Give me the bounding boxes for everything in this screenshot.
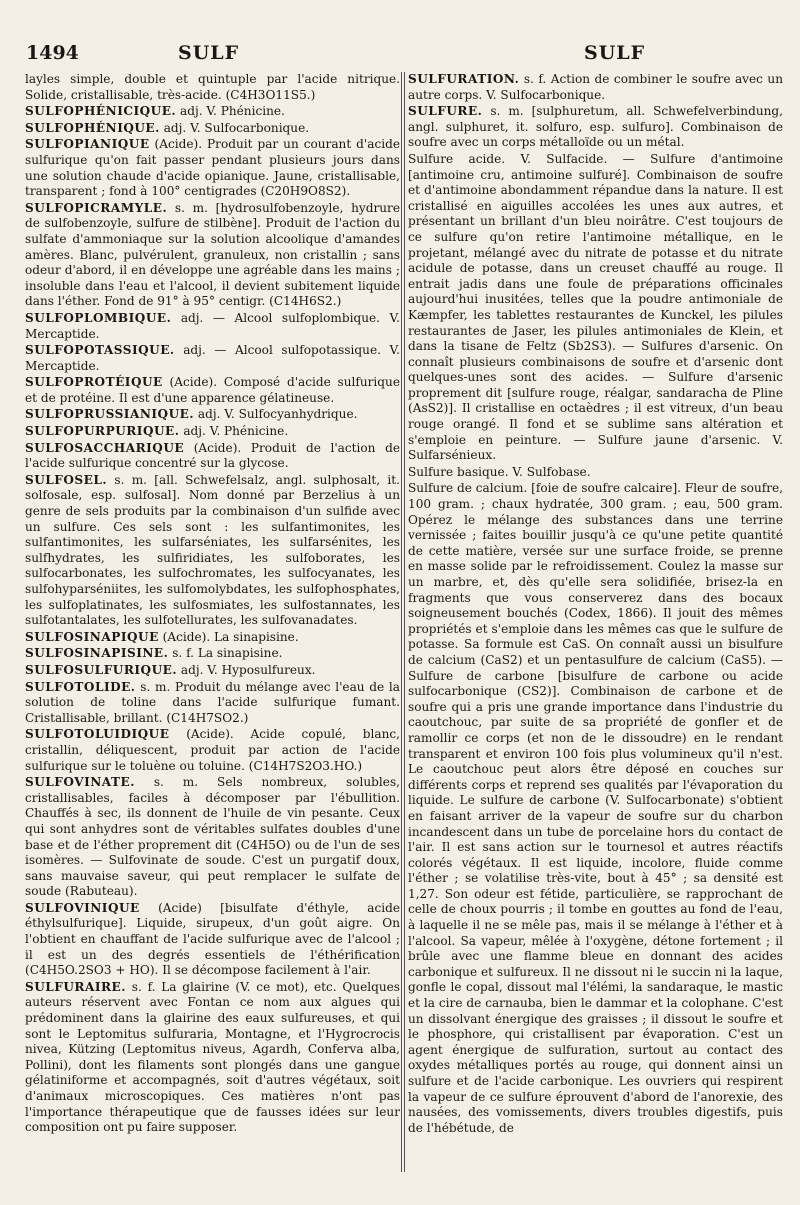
dictionary-entry — [25, 727, 400, 774]
entry-text: s. m. [hydrosulfobenzoyle, hydrure de sulfobenzoyle, sulfure de stilbène]. Produit de l'action du sulfate d'ammoniaque sur la solution alcoolique d'amandes amères. Blanc, pulvérulent, granuleux, non cristallin ; sans odeur d'abord, il en développe une agréable dans les mains ; insoluble dans l'eau et l'alcool, il devient subitement liquide dans l'éther. Fond de 91° à 95° centigr. (C14H6S2.) — [25, 200, 400, 309]
dictionary-entry — [25, 680, 400, 727]
entry-headword: SULFOVINATE. — [25, 775, 135, 790]
entry-text: layles simple, double et quintuple par l'acide nitrique. Solide, cristallisable, très-acide. (C4H3O11S5.) — [25, 72, 400, 102]
entry-headword: SULFURAIRE. — [25, 979, 126, 994]
entry-headword: SULFOPIANIQUE — [25, 137, 150, 152]
entry-text: adj. V. Hyposulfureux. — [177, 662, 316, 677]
entry-text: adj. V. Sulfocyanhydrique. — [194, 407, 358, 422]
entry-headword: SULFOPHÉNICIQUE. — [25, 104, 177, 119]
entry-headword: SULFOSULFURIQUE. — [25, 662, 178, 677]
entry-text: s. f. La sinapisine. — [168, 646, 283, 661]
dictionary-entry — [25, 646, 400, 662]
dictionary-entry — [25, 121, 400, 137]
dictionary-entry — [25, 375, 400, 406]
entry-text: adj. V. Sulfocarbonique. — [159, 120, 310, 135]
entry-headword: SULFOPHÉNIQUE. — [25, 120, 160, 135]
dictionary-entry — [25, 201, 400, 310]
entry-headword: SULFOSACCHARIQUE — [25, 440, 185, 455]
entry-text: (Acide). Acide copulé, blanc, cristallin, déliquescent, produit par action de l'acide sulfurique sur le toluène ou toluine. (C14H7S2O3.HO.) — [25, 727, 400, 773]
entry-text: Sulfure acide. V. Sulfacide. — Sulfure d'antimoine [antimoine cru, antimoine sulfuré]. Combinaison de soufre et d'antimoine abondamment répandue dans la nature. Il est cristallisé en aiguilles accolées les unes aux autres, et présentant un brillant d'un bleu noirâtre. C'est toujours de ce sulfure qu'on retire l'antimoine métallique, en le projetant, mélangé avec du nitrate de potasse et du nitrate acidule de potasse, dans un creuset chauffé au rouge. Il entrait jadis dans une foule de préparations officinales aujourd'hui inusitées, telles que la poudre antimoniale de Kæmpfer, les tablettes restaurantes de Kunckel, les pilules restaurantes de Jaser, les pilules antimoniales de Klein, et dans la tisane de Feltz (Sb2S3). — Sulfures d'arsenic. On connaît plusieurs combinaisons de soufre et d'arsenic dont quelques-unes sont des acides. — Sulfure d'arsenic proprement dit [sulfure rouge, réalgar, sandaracha de Pline (AsS2)]. Il cristallise en octaèdres ; il est vitreux, d'un beau rouge orangé. Il fond et se sublime sans altération et s'emploie en peinture. — Sulfure jaune d'arsenic. V. Sulfarsénieux. — [408, 151, 783, 463]
entry-text: s. f. Action de combiner le soufre avec un autre corps. V. Sulfocarbonique. — [408, 72, 783, 102]
entry-text: (Acide). Produit de l'action de l'acide sulfurique concentré sur la glycose. — [25, 440, 400, 471]
entry-headword: SULFOPICRAMYLE. — [25, 200, 168, 215]
running-head-right: SULF — [584, 42, 646, 64]
entry-text: adj. V. Phénicine. — [179, 424, 289, 439]
entry-text: (Acide). Produit par un courant d'acide sulfurique qu'on fait passer pendant plusieurs jours dans une solution chaude d'acide opianique. Jaune, cristallisable, transparent ; fond à 100° centigrades (C20H9O8S2). — [25, 137, 400, 199]
dictionary-entry — [25, 343, 400, 374]
entry-text: (Acide) [bisulfate d'éthyle, acide éthylsulfurique]. Liquide, sirupeux, d'un goût aigre. On l'obtient en chauffant de l'acide sulfurique avec de l'alcool ; il est un des degrés essentiels de l'éthérification (C4H5O.2SO3 + HO). Il se décompose facilement à l'air. — [25, 900, 400, 978]
dictionary-entry — [25, 104, 400, 120]
entry-text: s. f. La glairine (V. ce mot), etc. Quelques auteurs réservent avec Fontan ce nom aux algues qui prédominent dans la glairine des eaux sulfureuses, et qui sont le Leptomitus sulfuraria, Montagne, et l'Hygrocrocis nivea, Kützing (Leptomitus niveus, Agardh, Conferva alba, Pollini), dont les filaments sont plongés dans une gangue gélatiniforme et accompagnés, soit d'autres végétaux, soit d'animaux microscopiques. Ces matières n'ont pas l'importance thérapeutique que de fausses idées sur leur composition ont pu faire supposer. — [25, 979, 400, 1135]
entry-text: adj. — Alcool sulfopotassique. V. Mercaptide. — [25, 343, 400, 373]
entry-text: Sulfure basique. V. Sulfobase. — [408, 464, 591, 479]
dictionary-entry — [25, 407, 400, 423]
right-column — [408, 72, 783, 1192]
entry-headword: SULFOSINAPIQUE — [25, 629, 159, 644]
dictionary-entry — [25, 441, 400, 472]
dictionary-entry — [25, 137, 400, 199]
entry-headword: SULFOSINAPISINE. — [25, 646, 169, 661]
column-rule — [404, 72, 405, 1172]
dictionary-entry — [25, 473, 400, 629]
entry-text: adj. — Alcool sulfoplombique. V. Mercaptide. — [25, 310, 400, 341]
dictionary-entry — [25, 424, 400, 440]
dictionary-entry — [25, 663, 400, 679]
entry-headword: SULFOPURPURIQUE. — [25, 424, 180, 439]
entry-text: adj. V. Phénicine. — [176, 104, 285, 119]
dictionary-entry — [25, 901, 400, 979]
dictionary-entry — [408, 465, 783, 481]
entry-headword: SULFOTOLIDE. — [25, 679, 136, 694]
entry-text: s. m. Sels nombreux, solubles, cristallisables, faciles à décomposer par l'ébullition. Chauffés à sec, ils donnent de l'huile de vin pesante. Ceux qui sont anhydres sont de véritables sulfates doubles d'une base et de l'éther proprement dit (C4H5O) ou de l'un de ses isomères. — Sulfovinate de soude. C'est un purgatif doux, sans mauvaise saveur, qui peut remplacer le sulfate de soude (Rabuteau). — [25, 775, 400, 899]
dictionary-entry — [25, 775, 400, 900]
entry-headword: SULFURATION. — [408, 72, 520, 86]
dictionary-entry — [25, 980, 400, 1136]
entry-headword: SULFURE. — [408, 104, 483, 119]
entry-text: (Acide). La sinapisine. — [158, 629, 299, 644]
entry-headword: SULFOTOLUIDIQUE — [25, 727, 170, 742]
dictionary-entry — [408, 152, 783, 464]
running-head-left: SULF — [178, 42, 240, 64]
entry-headword: SULFOPLOMBIQUE. — [25, 310, 172, 325]
column-rule — [401, 72, 402, 1172]
dictionary-entry — [25, 630, 400, 646]
entry-headword: SULFOPROTÉIQUE — [25, 375, 163, 390]
left-column — [25, 72, 400, 1192]
entry-headword: SULFOPOTASSIQUE. — [25, 343, 175, 358]
entry-text: s. m. [sulphuretum, all. Schwefelverbindung, angl. sulphuret, it. solfuro, esp. sulfuro]. Combinaison de soufre avec un corps métalloïde ou un métal. — [408, 104, 783, 150]
dictionary-entry — [408, 72, 783, 103]
entry-text: s. m. [all. Schwefelsalz, angl. sulphosalt, it. solfosale, esp. sulfosal]. Nom donné par Berzelius à un genre de sels produits par la combinaison d'un sulfide avec un sulfure. Ces sels sont : les sulfantimonites, les sulfantimonites, les sulfarséniates, les sulfarsénites, les sulfhydrates, les sulfiridiates, les sulfoborates, les sulfocarbonates, les sulfochromates, les sulfocyanates, les sulfohyparséniites, les sulfomolybdates, les sulfophosphates, les sulfoplatinates, les sulfosmiates, les sulfostannates, les sulfotantalates, les sulfotellurates, les sulfovanadates. — [25, 472, 400, 628]
page-number: 1494 — [26, 42, 79, 64]
entry-headword: SULFOSEL. — [25, 472, 108, 487]
dictionary-entry — [408, 104, 783, 151]
dictionary-entry — [25, 72, 400, 103]
dictionary-entry — [408, 481, 783, 1136]
entry-headword: SULFOVINIQUE — [25, 900, 140, 915]
dictionary-entry — [25, 311, 400, 342]
entry-text: (Acide). Composé d'acide sulfurique et de protéine. Il est d'une apparence gélatineuse. — [25, 375, 400, 405]
page-header — [26, 42, 790, 68]
entry-text: s. m. Produit du mélange avec l'eau de la solution de toline dans l'acide sulfurique fumant. Cristallisable, brillant. (C14H7SO2.) — [25, 679, 400, 725]
entry-headword: SULFOPRUSSIANIQUE. — [25, 407, 195, 422]
entry-text: Sulfure de calcium. [foie de soufre calcaire]. Fleur de soufre, 100 gram. ; chaux hydratée, 300 gram. ; eau, 500 gram. Opérez le mélange des substances dans une terrine vernissée ; faites bouillir jusqu'à ce qu'une petite quantité de cette matière, versée sur une surface froide, se prenne en masse solide par le refroidissement. Coulez la masse sur un marbre, et, dès qu'elle sera solidifiée, brisez-la en fragments que vous conserverez dans des bocaux soigneusement bouchés (Codex, 1866). Il jouit des mêmes propriétés et s'emploie dans les mêmes cas que le sulfure de potasse. Sa formule est CaS. On connaît aussi un bisulfure de calcium (CaS2) et un pentasulfure de calcium (CaS5). — Sulfure de carbone [bisulfure de carbone ou acide sulfocarbonique (CS2)]. Combinaison de carbone et de soufre qui a pris une grande importance dans l'industrie du caoutchouc, par suite de sa propriété de gonfler et de ramollir ce corps (et non de le dissoudre) en le rendant transparent et environ 100 fois plus volumineux qu'il n'est. Le caoutchouc peut alors être déposé en couches sur différents corps et reprend ses qualités par l'évaporation du liquide. Le sulfure de carbone (V. Sulfocarbonate) s'obtient en faisant arriver de la vapeur de soufre sur du charbon incandescent dans un tube de porcelaine hors du contact de l'air. Il est sans action sur le tournesol et autres réactifs colorés végétaux. Il est liquide, incolore, fluide comme l'éther ; se volatilise très-vite, bout à 45° ; sa densité est 1,27. Son odeur est fétide, particulière, se rapprochant de celle de choux pourris ; il tombe en gouttes au fond de l'eau, à laquelle il ne se mêle pas, mais il se mélange à l'éther et à l'alcool. Sa vapeur, mêlée à l'oxygène, détone fortement ; il brûle avec une flamme bleue en donnant des acides carbonique et sulfureux. Il ne dissout ni le succin ni la laque, gonfle le copal, dissout mal l'élémi, la sandaraque, le mastic et la cire de carnauba, bien le dammar et la colophane. C'est un dissolvant énergique des graisses ; il dissout le soufre et le phosphore, qui cristallisent par évaporation. C'est un agent énergique de sulfuration, surtout au contact des oxydes métalliques portés au rouge, qui donnent ainsi un sulfure et de l'acide carbonique. Les ouvriers qui respirent la vapeur de ce sulfure éprouvent d'abord de l'anorexie, des nausées, des vomissements, divers troubles digestifs, puis de l'hébétude, de — [408, 481, 783, 1135]
